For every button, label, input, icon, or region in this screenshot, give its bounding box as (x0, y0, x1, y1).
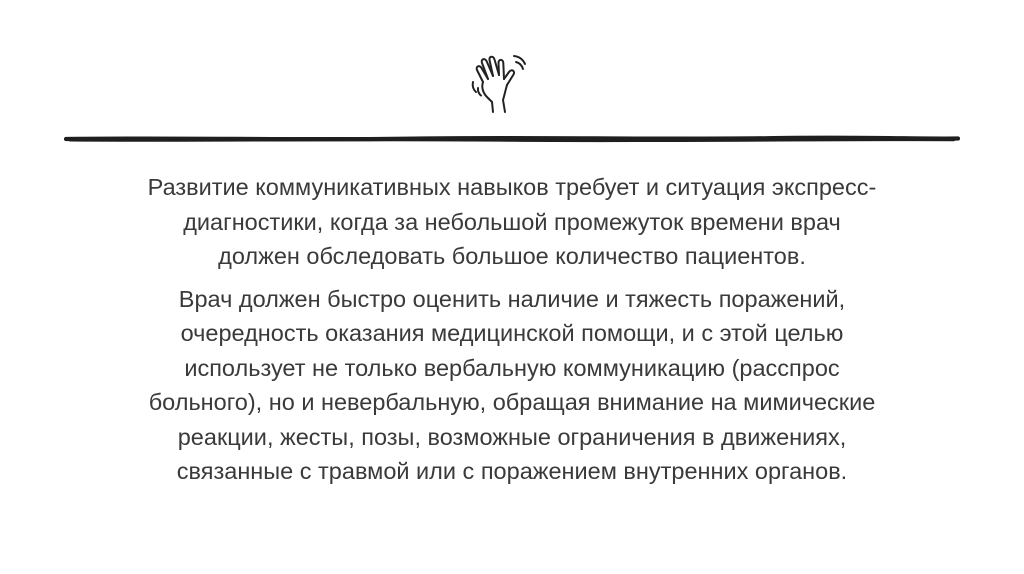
text-line: очередность оказания медицинской помощи, и с этой целью (180, 320, 844, 346)
waving-hand-icon (469, 52, 531, 116)
text-line: реакции, жесты, позы, возможные ограничения в движениях, (177, 423, 847, 450)
paragraph-2 (62, 282, 962, 489)
text-line: Врач должен быстро оценить наличие и тяжесть поражений, (178, 285, 846, 312)
text-line: должен обследовать большое количество пациентов. (218, 243, 806, 269)
text-line: использует не только вербальную коммуникацию (расспрос (184, 354, 840, 381)
paragraph-1 (62, 170, 962, 274)
text-line: больного), но и невербальную, обращая внимание на мимические (148, 389, 876, 415)
text-line: Развитие коммуникативных навыков требует и ситуация экспресс- (147, 174, 877, 200)
text-line: диагностики, когда за небольшой промежуток времени врач (183, 208, 841, 235)
body-text (62, 170, 962, 489)
text-line: связанные с травмой или с поражением внутренних органов. (176, 458, 848, 484)
divider-line (64, 132, 960, 146)
